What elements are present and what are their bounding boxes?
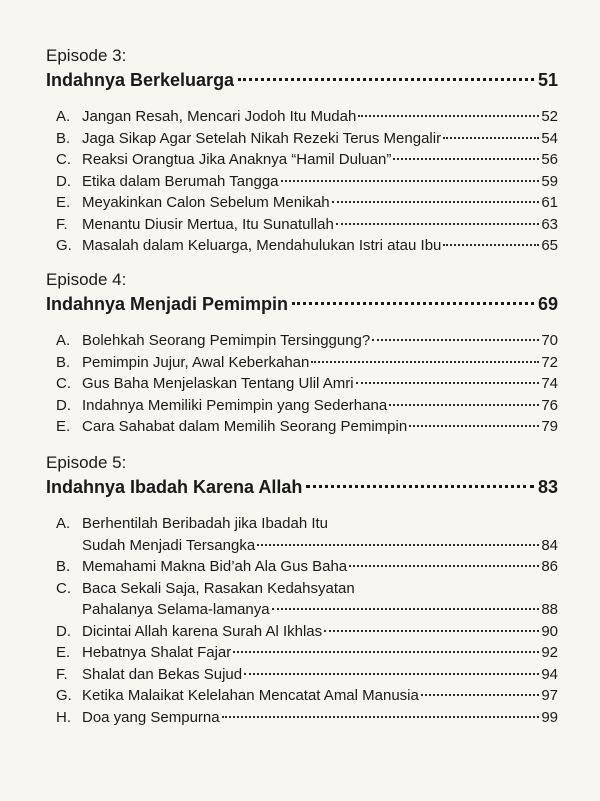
dot-leader <box>292 302 534 305</box>
entry-line <box>82 373 558 395</box>
episode-title: Indahnya Berkeluarga <box>46 70 235 90</box>
entry-letter: A. <box>56 108 71 125</box>
entry-line <box>82 149 558 171</box>
entry-line <box>82 106 558 128</box>
entry-title: Doa yang Sempurna <box>82 708 220 726</box>
entry-line <box>82 535 558 557</box>
entry-page-number: 84 <box>541 536 558 554</box>
entry-title: Gus Baha Menjelaskan Tentang Ulil Amri <box>82 375 354 392</box>
entry-body <box>82 642 558 664</box>
toc-entry[interactable] <box>46 171 558 193</box>
dot-leader <box>281 180 540 182</box>
episode-page-number: 83 <box>537 477 558 497</box>
episode-title: Indahnya Ibadah Karena Allah <box>46 477 303 497</box>
entry-letter: B. <box>56 129 71 147</box>
entry-body <box>82 214 558 236</box>
entry-title: Baca Sekali Saja, Rasakan Kedahsyatan <box>82 579 355 597</box>
entry-title: Etika dalam Berumah Tangga <box>82 172 279 190</box>
entry-letter: F. <box>56 665 68 683</box>
entry-letter: A. <box>56 332 71 349</box>
entry-title: Pahalanya Selama-lamanya <box>82 601 270 618</box>
entry-title: Hebatnya Shalat Fajar <box>82 644 232 661</box>
entry-letter: E. <box>56 194 71 211</box>
episode-title-row[interactable] <box>46 68 558 92</box>
entry-title: Cara Sahabat dalam Memilih Seorang Pemimpin <box>82 418 408 435</box>
toc-entry[interactable] <box>46 416 558 438</box>
entry-title: Berhentilah Beribadah jika Ibadah Itu <box>82 515 329 532</box>
entry-page-number: 86 <box>541 558 558 575</box>
entry-title: Shalat dan Bekas Sujud <box>82 665 243 683</box>
entry-body <box>82 128 558 150</box>
episode-title: Indahnya Menjadi Pemimpin <box>46 294 289 314</box>
entry-letter: D. <box>56 396 71 414</box>
entry-line <box>82 330 558 352</box>
entry-line <box>82 685 558 707</box>
entry-letter: E. <box>56 418 71 435</box>
episode-label: Episode 3: <box>46 46 127 65</box>
entry-line <box>82 556 558 578</box>
dot-leader <box>443 137 539 139</box>
toc-entry[interactable] <box>46 128 558 150</box>
entry-letter: G. <box>56 687 72 704</box>
dot-leader <box>356 382 540 384</box>
entry-body <box>82 149 558 171</box>
entry-line <box>82 599 558 621</box>
entry-body <box>82 330 558 352</box>
dot-leader <box>233 651 539 653</box>
entry-page-number: 92 <box>541 644 558 661</box>
entry-letter: F. <box>56 215 68 233</box>
entry-line <box>82 214 558 236</box>
toc-entry[interactable] <box>46 513 558 556</box>
toc-entry[interactable] <box>46 373 558 395</box>
toc-entry[interactable] <box>46 330 558 352</box>
entry-page-number: 61 <box>541 194 558 211</box>
dot-leader <box>421 694 539 696</box>
entry-title: Pemimpin Jujur, Awal Keberkahan <box>82 353 310 371</box>
entry-title: Menantu Diusir Mertua, Itu Sunatullah <box>82 215 334 233</box>
entry-title: Jangan Resah, Mencari Jodoh Itu Mudah <box>82 108 357 125</box>
entry-title: Ketika Malaikat Kelelahan Mencatat Amal Manusia <box>82 687 419 704</box>
dot-leader <box>311 361 539 363</box>
entry-body <box>82 192 558 214</box>
entry-body <box>82 395 558 417</box>
dot-leader <box>372 339 539 341</box>
toc-entry[interactable] <box>46 707 558 729</box>
entry-page-number: 52 <box>541 108 558 125</box>
entry-title: Meyakinkan Calon Sebelum Menikah <box>82 194 330 211</box>
toc-entry[interactable] <box>46 642 558 664</box>
dot-leader <box>443 244 539 246</box>
toc-entry[interactable] <box>46 149 558 171</box>
toc-entry[interactable] <box>46 664 558 686</box>
entry-line <box>82 664 558 686</box>
entry-letter: B. <box>56 558 71 575</box>
entry-letter: B. <box>56 353 71 371</box>
dot-leader <box>393 158 539 160</box>
entry-line <box>82 192 558 214</box>
entry-line <box>82 352 558 374</box>
entry-letter: A. <box>56 515 71 532</box>
entry-page-number: 76 <box>541 396 558 414</box>
entry-title: Sudah Menjadi Tersangka <box>82 536 256 554</box>
entry-line <box>82 707 558 729</box>
entry-page-number: 70 <box>541 332 558 349</box>
entry-line <box>82 621 558 643</box>
toc-entry[interactable] <box>46 352 558 374</box>
dot-leader <box>272 608 540 610</box>
entry-body <box>82 513 558 556</box>
toc-entry[interactable] <box>46 214 558 236</box>
entry-body <box>82 171 558 193</box>
episode-page-number: 51 <box>537 70 558 90</box>
entry-title: Masalah dalam Keluarga, Mendahulukan Istri atau Ibu <box>82 237 442 254</box>
dot-leader <box>389 404 539 406</box>
chapter-list <box>46 106 558 257</box>
entry-title: Indahnya Memiliki Pemimpin yang Sederhana <box>82 396 388 414</box>
entry-letter: H. <box>56 708 71 726</box>
toc-entry[interactable] <box>46 106 558 128</box>
entry-page-number: 88 <box>541 601 558 618</box>
toc-entry[interactable] <box>46 578 558 621</box>
entry-page-number: 97 <box>541 687 558 704</box>
entry-letter: D. <box>56 172 71 190</box>
entry-letter: C. <box>56 375 71 392</box>
entry-page-number: 90 <box>541 622 558 640</box>
entry-title: Memahami Makna Bid’ah Ala Gus Baha <box>82 558 348 575</box>
entry-line <box>82 395 558 417</box>
entry-line <box>82 128 558 150</box>
episode-3-section <box>46 46 558 257</box>
dot-leader <box>358 115 539 117</box>
episode-5-section <box>46 453 558 728</box>
entry-letter: E. <box>56 644 71 661</box>
entry-body <box>82 106 558 128</box>
chapter-list <box>46 513 558 728</box>
entry-body <box>82 352 558 374</box>
dot-leader <box>222 716 540 718</box>
entry-body <box>82 578 558 621</box>
dot-leader <box>409 425 539 427</box>
entry-body <box>82 664 558 686</box>
toc-entry[interactable] <box>46 235 558 257</box>
entry-letter: G. <box>56 237 72 254</box>
entry-body <box>82 556 558 578</box>
chapter-list <box>46 330 558 438</box>
toc-entry[interactable] <box>46 556 558 578</box>
entry-letter: D. <box>56 622 71 640</box>
entry-line <box>82 642 558 664</box>
entry-body <box>82 621 558 643</box>
dot-leader <box>244 673 539 675</box>
dot-leader <box>238 78 534 81</box>
episode-title-row[interactable] <box>46 292 558 316</box>
entry-page-number: 72 <box>541 353 558 371</box>
entry-line <box>82 513 558 535</box>
entry-page-number: 99 <box>541 708 558 726</box>
episode-4-section <box>46 270 558 438</box>
entry-body <box>82 235 558 257</box>
entry-letter: C. <box>56 579 71 597</box>
entry-title: Dicintai Allah karena Surah Al Ikhlas <box>82 622 323 640</box>
toc-entry[interactable] <box>46 192 558 214</box>
entry-body <box>82 373 558 395</box>
entry-page-number: 74 <box>541 375 558 392</box>
dot-leader <box>349 565 539 567</box>
entry-page-number: 59 <box>541 172 558 190</box>
toc-entry[interactable] <box>46 395 558 417</box>
entry-body <box>82 685 558 707</box>
entry-page-number: 65 <box>541 237 558 254</box>
entry-page-number: 63 <box>541 215 558 233</box>
dot-leader <box>306 485 534 488</box>
entry-line <box>82 578 558 600</box>
entry-page-number: 94 <box>541 665 558 683</box>
episode-label: Episode 4: <box>46 270 127 289</box>
entry-title: Bolehkah Seorang Pemimpin Tersinggung? <box>82 332 371 349</box>
entry-page-number: 79 <box>541 418 558 435</box>
dot-leader <box>332 201 540 203</box>
entry-body <box>82 707 558 729</box>
episode-page-number: 69 <box>537 294 558 314</box>
dot-leader <box>257 544 539 546</box>
episode-title-row[interactable] <box>46 475 558 499</box>
entry-title: Jaga Sikap Agar Setelah Nikah Rezeki Terus Mengalir <box>82 129 442 147</box>
toc-entry[interactable] <box>46 621 558 643</box>
episode-label: Episode 5: <box>46 453 127 472</box>
entry-letter: C. <box>56 151 71 168</box>
entry-page-number: 54 <box>541 129 558 147</box>
toc-entry[interactable] <box>46 685 558 707</box>
entry-line <box>82 416 558 438</box>
entry-body <box>82 416 558 438</box>
dot-leader <box>324 630 539 632</box>
entry-title: Reaksi Orangtua Jika Anaknya “Hamil Duluan” <box>82 151 392 168</box>
entry-line <box>82 235 558 257</box>
entry-line <box>82 171 558 193</box>
dot-leader <box>336 223 540 225</box>
entry-page-number: 56 <box>541 151 558 168</box>
